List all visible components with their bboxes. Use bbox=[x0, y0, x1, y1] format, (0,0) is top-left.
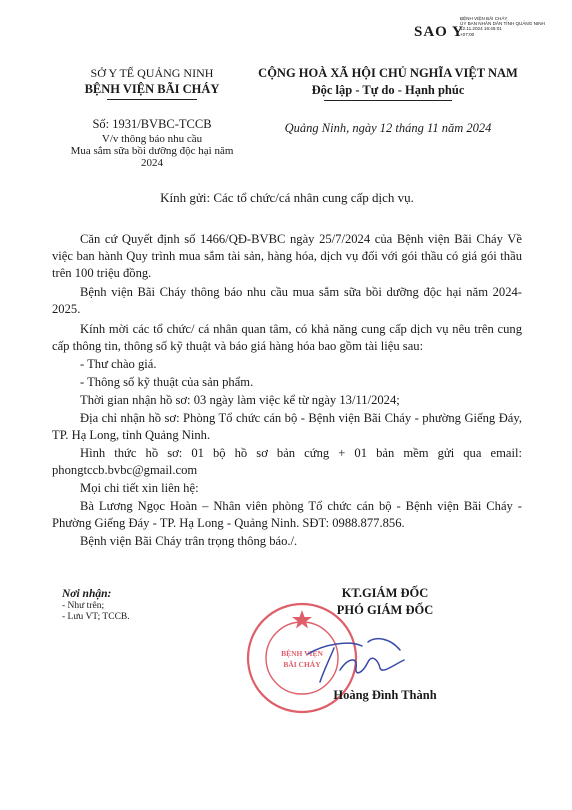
header-left bbox=[52, 66, 252, 169]
paragraph: Bệnh viện Bãi Cháy thông báo nhu cầu mua sắm sữa bồi dưỡng độc hại năm 2024- 2025. bbox=[52, 285, 522, 316]
paragraph: Bệnh viện Bãi Cháy trân trọng thông báo./. bbox=[80, 534, 298, 548]
paragraph: Thời gian nhận hồ sơ: 03 ngày làm việc kể từ ngày 13/11/2024; bbox=[80, 393, 400, 407]
svg-text:BÃI CHÁY: BÃI CHÁY bbox=[283, 660, 321, 669]
paragraph: Kính mời các tổ chức/ cá nhân quan tâm, có khả năng cung cấp dịch vụ nêu trên cung cấp thông tin, thông số kỹ thuật và báo giá hàng hóa bao gồm tài liệu sau: bbox=[52, 322, 522, 353]
header-right bbox=[258, 66, 518, 136]
recipient-item: - Lưu VT; TCCB. bbox=[62, 612, 130, 622]
paragraph: - Thông số kỹ thuật của sản phẩm. bbox=[80, 375, 254, 389]
motto: Độc lập - Tự do - Hạnh phúc bbox=[311, 83, 465, 97]
recipients-title: Nơi nhận: bbox=[62, 588, 112, 600]
signature-subtitle: PHÓ GIÁM ĐỐC bbox=[336, 603, 434, 617]
recipients bbox=[62, 588, 222, 622]
copy-stamp-line: BỆNH VIỆN BÃI CHÁY bbox=[460, 16, 508, 21]
motto-underline bbox=[324, 100, 452, 101]
place-date: Quảng Ninh, ngày 12 tháng 11 năm 2024 bbox=[284, 121, 492, 135]
svg-text:BỆNH VIỆN: BỆNH VIỆN bbox=[281, 649, 323, 658]
copy-stamp-line: ỦY BAN NHÂN DÂN TỈNH QUẢNG NINH bbox=[460, 21, 545, 27]
signature-title: KT.GIÁM ĐỐC bbox=[341, 586, 429, 600]
letter-body bbox=[52, 231, 522, 550]
paragraph: Căn cứ Quyết định số 1466/QĐ-BVBC ngày 25/7/2024 của Bệnh viện Bãi Cháy Về việc ban hành Quy trình mua sắm tài sản, hàng hóa, dịch vụ đối với gói thầu có giá gói thầu trên 100 triệu đồng. bbox=[52, 232, 522, 280]
organization-name: BỆNH VIỆN BÃI CHÁY bbox=[84, 82, 220, 96]
paragraph: Bà Lương Ngọc Hoàn – Nhân viên phòng Tổ chức cán bộ - Bệnh viện Bãi Cháy - Phường Giếng Đáy - TP. Hạ Long - Quảng Ninh. SĐT: 0988.877.856. bbox=[52, 499, 522, 530]
subject-line: V/v thông báo nhu cầu bbox=[101, 133, 203, 145]
document-number: Số: 1931/BVBC-TCCB bbox=[92, 117, 212, 131]
copy-stamp-details bbox=[460, 16, 560, 37]
signer-name: Hoàng Đình Thành bbox=[333, 688, 437, 702]
subject-line: Mua sắm sữa bồi dưỡng độc hại năm bbox=[70, 145, 234, 157]
copy-stamp-label: SAO Y bbox=[414, 24, 464, 40]
copy-stamp-line: +07:00 bbox=[460, 31, 475, 37]
nation-title: CỘNG HOÀ XÃ HỘI CHỦ NGHĨA VIỆT NAM bbox=[258, 66, 518, 80]
handwritten-signature-icon bbox=[300, 630, 420, 690]
subject-line: 2024 bbox=[141, 157, 163, 169]
org-underline bbox=[107, 99, 197, 100]
paragraph: Hình thức hồ sơ: 01 bộ hồ sơ bản cứng + 01 bản mềm gửi qua email: phongtccb.bvbc@gmail.com bbox=[52, 446, 522, 477]
copy-stamp bbox=[414, 14, 564, 50]
recipient-item: - Như trên; bbox=[62, 601, 105, 611]
paragraph: Địa chỉ nhận hồ sơ: Phòng Tổ chức cán bộ - Bệnh viện Bãi Cháy - phường Giếng Đáy, TP. Hạ Long, tỉnh Quảng Ninh. bbox=[52, 411, 522, 442]
copy-stamp-line: 12.11.2024 16:45:01 bbox=[460, 26, 502, 32]
greeting: Kính gửi: Các tổ chức/cá nhân cung cấp dịch vụ. bbox=[160, 190, 414, 205]
paragraph: Mọi chi tiết xin liên hệ: bbox=[80, 481, 199, 495]
paragraph: - Thư chào giá. bbox=[80, 357, 157, 371]
department-name: SỞ Y TẾ QUẢNG NINH bbox=[90, 66, 214, 80]
